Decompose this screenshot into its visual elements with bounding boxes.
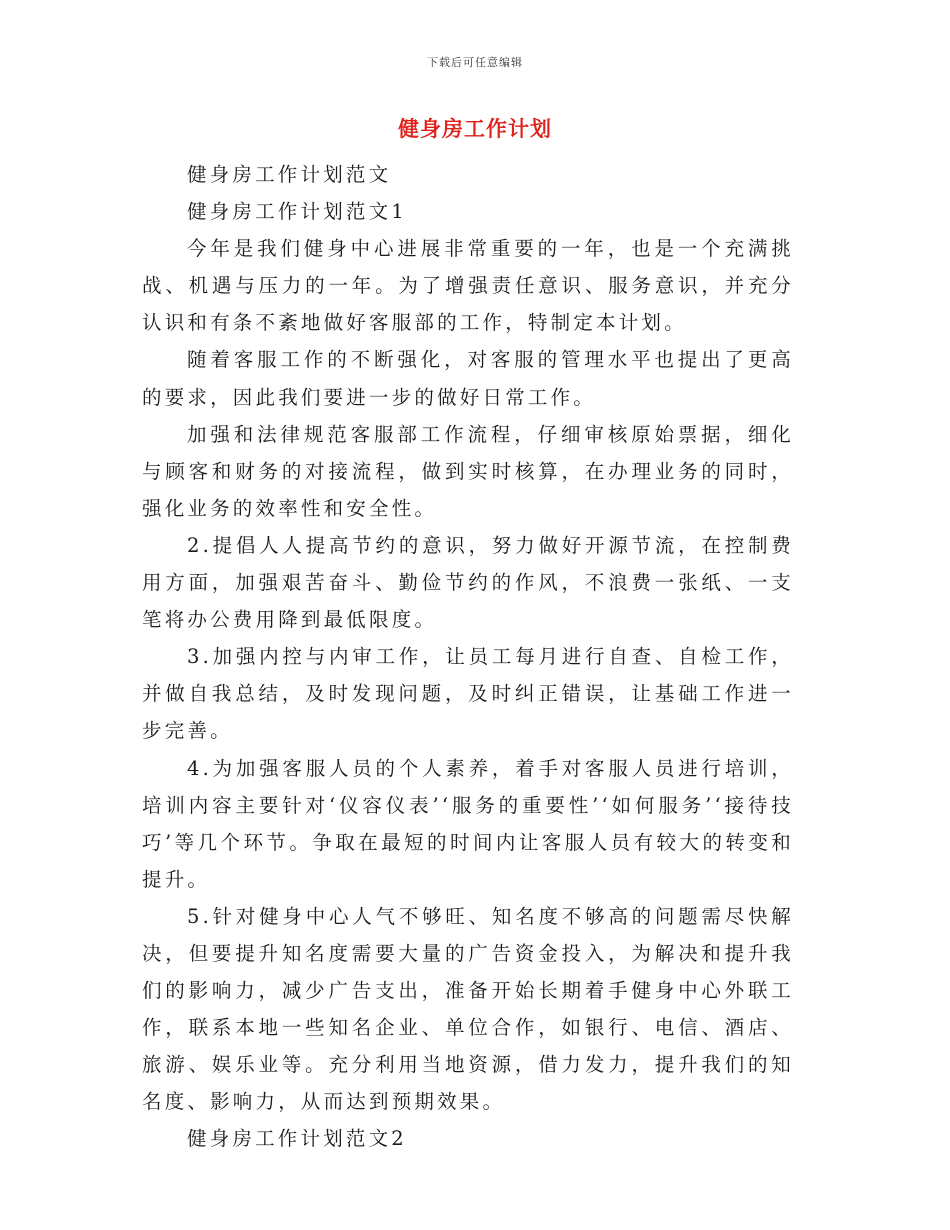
list-item: 5.针对健身中心人气不够旺、知名度不够高的问题需尽快解决，但要提升知名度需要大量的广告资金投入，为解决和提升我们的影响力，减少广告支出，准备开始长期着手健身中心外联工作，联系本地一些知名企业、单位合作，如银行、电信、酒店、旅游、娱乐业等。充分利用当地资源，借力发力，提升我们的知名度、影响力，从而达到预期效果。 — [142, 904, 794, 1114]
subsection-heading: 健身房工作计划范文1 — [187, 200, 407, 224]
body-paragraph: 随着客服工作的不断强化，对客服的管理水平也提出了更高的要求，因此我们要进一步的做好日常工作。 — [142, 348, 794, 409]
list-item: 2.提倡人人提高节约的意识，努力做好开源节流，在控制费用方面，加强艰苦奋斗、勤俭节约的作风，不浪费一张纸、一支笔将办公费用降到最低限度。 — [142, 533, 794, 632]
body-paragraph: 今年是我们健身中心进展非常重要的一年，也是一个充满挑战、机遇与压力的一年。为了增强责任意识、服务意识，并充分认识和有条不紊地做好客服部的工作，特制定本计划。 — [142, 237, 794, 335]
body-paragraph: 加强和法律规范客服部工作流程，仔细审核原始票据，细化与顾客和财务的对接流程，做到实时核算，在办理业务的同时，强化业务的效率性和安全性。 — [142, 422, 794, 520]
list-item: 3.加强内控与内审工作，让员工每月进行自查、自检工作，并做自我总结，及时发现问题，及时纠正错误，让基础工作进一步完善。 — [142, 645, 794, 743]
document-body — [142, 156, 794, 1158]
header-note: 下载后可任意编辑 — [427, 56, 523, 69]
list-item: 4.为加强客服人员的个人素养，着手对客服人员进行培训，培训内容主要针对‘仪容仪表’‘服务的重要性’‘如何服务’‘接待技巧’等几个环节。争取在最短的时间内让客服人员有较大的转变和提升。 — [142, 756, 794, 891]
subsection-heading: 健身房工作计划范文2 — [187, 1127, 407, 1151]
section-heading: 健身房工作计划范文 — [187, 163, 392, 186]
document-title: 健身房工作计划 — [398, 117, 552, 141]
